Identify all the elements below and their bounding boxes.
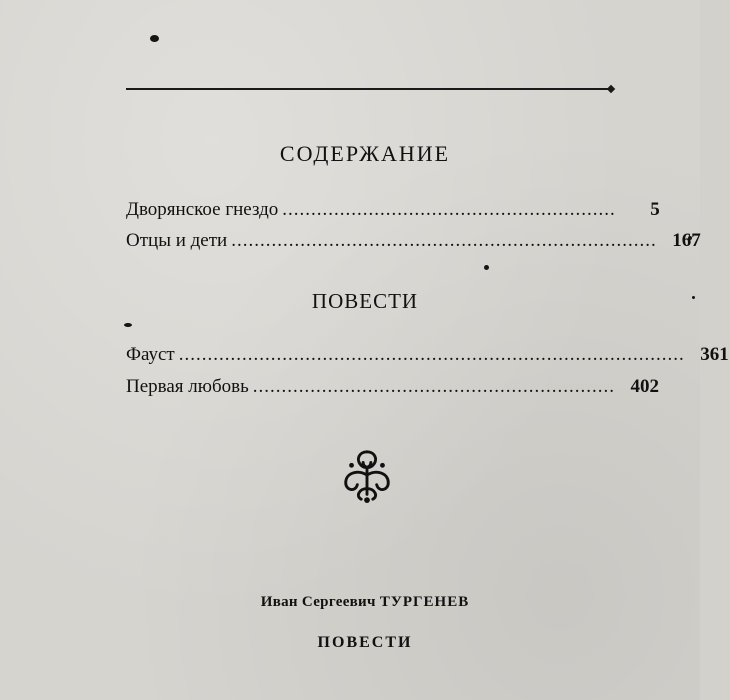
toc-leader-dots: ............................................................... — [252, 376, 616, 397]
toc-entry-page: 402 — [630, 376, 660, 397]
toc-entry-page: 5 — [650, 199, 660, 220]
author-line — [0, 594, 730, 611]
author-surname: ТУРГЕНЕВ — [379, 594, 470, 610]
toc-leader-dots: ........................................................................................ — [178, 344, 685, 365]
toc-leader-dots: .......................................................... — [282, 199, 616, 220]
toc-entry-title: Отцы и дети — [126, 230, 228, 251]
toc-entry-title: Фауст — [126, 344, 175, 365]
toc-leader-dots: .......................................................................... — [231, 230, 657, 251]
toc-entry — [126, 344, 729, 366]
toc-entry-page: 167 — [672, 230, 701, 251]
toc-entry — [126, 376, 660, 398]
toc-entry-title: Дворянское гнездо — [126, 199, 279, 220]
author-first-name: Иван Сергеевич — [260, 594, 376, 610]
ink-speck — [150, 35, 159, 42]
toc-entry-page: 361 — [700, 344, 729, 365]
ink-speck — [124, 323, 132, 327]
stories-heading: ПОВЕСТИ — [311, 289, 419, 313]
toc-entry — [126, 199, 660, 221]
toc-entry-title: Первая любовь — [126, 376, 249, 397]
ornament-icon — [338, 446, 396, 504]
toc-entry — [126, 230, 701, 252]
contents-heading: СОДЕРЖАНИЕ — [279, 141, 451, 166]
ink-speck — [484, 265, 489, 270]
top-rule — [126, 88, 612, 90]
book-title: ПОВЕСТИ — [317, 634, 413, 651]
